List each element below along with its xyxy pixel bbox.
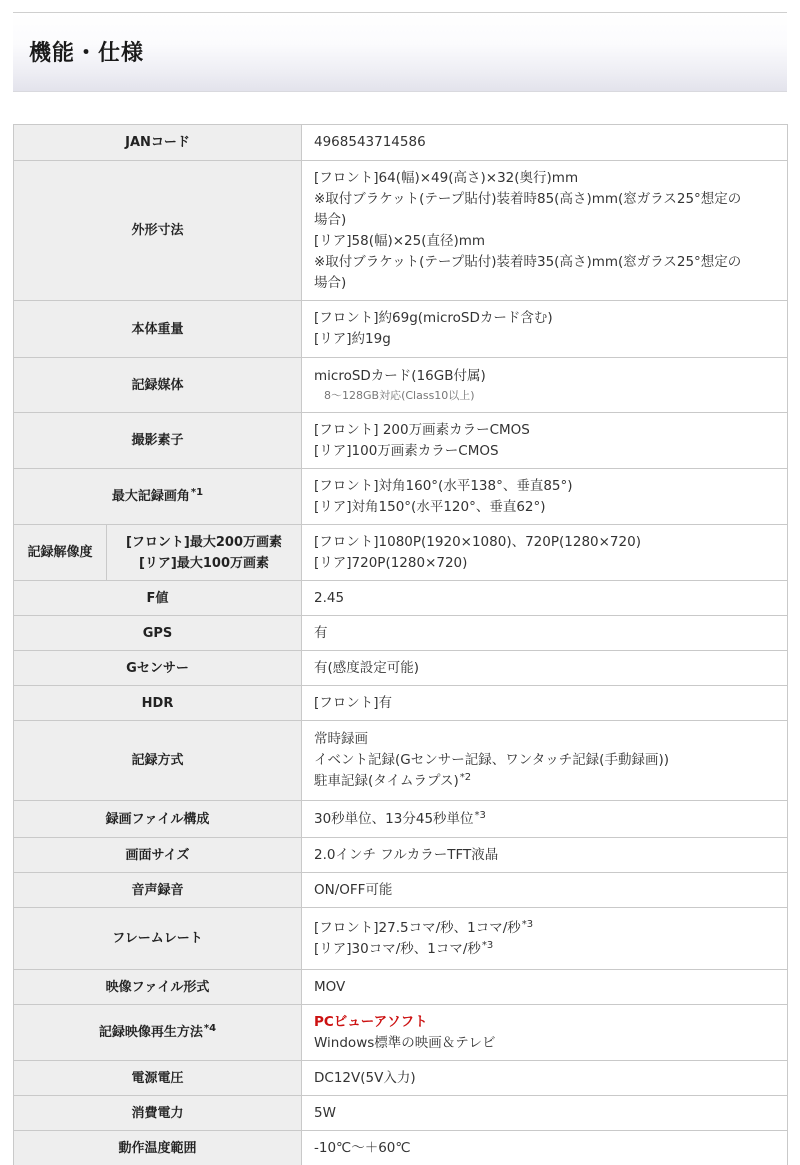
resolution-sub-rear: [リア]最大100万画素: [138, 555, 270, 571]
angle-line-1: [フロント]対角160°(水平138°、垂直85°): [314, 477, 573, 494]
label-temp: 動作温度範囲: [14, 1131, 302, 1165]
framerate-line-1-text: [フロント]27.5コマ/秒、1コマ/秒: [314, 919, 521, 936]
value-angle: [302, 469, 788, 525]
label-screen: 画面サイズ: [14, 838, 302, 873]
value-screen: 2.0インチ フルカラーTFT液晶: [302, 838, 788, 873]
label-playback: [14, 1005, 302, 1061]
value-recmode: [302, 721, 788, 801]
label-gsensor: Gセンサー: [14, 651, 302, 686]
label-filestruct: 録画ファイル構成: [14, 801, 302, 838]
value-media: [302, 358, 788, 413]
label-gps: GPS: [14, 616, 302, 651]
value-audio: ON/OFF可能: [302, 873, 788, 908]
row-sensor: [14, 413, 788, 469]
size-line-6: 場合): [314, 274, 347, 291]
weight-line-2: [リア]約19g: [314, 331, 391, 347]
angle-line-2: [リア]対角150°(水平120°、垂直62°): [314, 498, 546, 515]
label-fvalue: F値: [14, 581, 302, 616]
label-weight: 本体重量: [14, 301, 302, 358]
row-playback: [14, 1005, 788, 1061]
label-jan: JANコード: [14, 125, 302, 161]
size-line-3: 場合): [314, 211, 347, 228]
section-header: [13, 12, 787, 92]
label-resolution-sub: [107, 525, 302, 581]
value-gps: 有: [302, 616, 788, 651]
row-jan: [14, 125, 788, 161]
recmode-line-3: [314, 771, 777, 792]
playback-footnote-mark: *4: [203, 1023, 217, 1034]
label-resolution: 記録解像度: [14, 525, 107, 581]
framerate-footnote-mark-1: *3: [521, 918, 534, 930]
value-playback: [302, 1005, 788, 1061]
row-resolution: [14, 525, 788, 581]
framerate-line-1: [314, 918, 777, 939]
media-line-1: microSDカード(16GB付属): [314, 367, 486, 384]
row-voltage: [14, 1061, 788, 1096]
playback-label-text: 記録映像再生方法: [98, 1025, 203, 1040]
recmode-footnote-mark: *2: [459, 772, 472, 783]
row-power: [14, 1096, 788, 1131]
value-jan: 4968543714586: [302, 125, 788, 161]
framerate-line-2-text: [リア]30コマ/秒、1コマ/秒: [314, 940, 481, 957]
row-temp: [14, 1131, 788, 1165]
value-fvalue: 2.45: [302, 581, 788, 616]
section-title: 機能・仕様: [29, 41, 145, 66]
resolution-line-1: [フロント]1080P(1920×1080)、720P(1280×720): [314, 533, 641, 550]
recmode-line-2: イベント記録(Gセンサー記録、ワンタッチ記録(手動録画)): [314, 752, 669, 768]
value-resolution: [302, 525, 788, 581]
row-size: [14, 161, 788, 301]
resolution-sub-front: [フロント]最大200万画素: [125, 534, 283, 550]
row-framerate: [14, 908, 788, 970]
value-size: [302, 161, 788, 301]
value-temp: -10℃～＋60℃: [302, 1131, 788, 1165]
angle-label-text: 最大記録画角: [111, 489, 190, 504]
row-weight: [14, 301, 788, 358]
size-line-4: [リア]58(幅)×25(直径)mm: [314, 232, 486, 249]
framerate-line-2: [314, 939, 777, 960]
label-audio: 音声録音: [14, 873, 302, 908]
value-framerate: [302, 908, 788, 970]
recmode-line-3-text: 駐車記録(タイムラプス): [314, 773, 459, 789]
row-format: [14, 970, 788, 1005]
media-note: 8～128GB対応(Class10以上): [324, 388, 475, 402]
row-gsensor: [14, 651, 788, 686]
value-filestruct: [302, 801, 788, 838]
resolution-line-2: [リア]720P(1280×720): [314, 554, 468, 571]
row-angle: [14, 469, 788, 525]
label-media: 記録媒体: [14, 358, 302, 413]
value-sensor: [302, 413, 788, 469]
row-gps: [14, 616, 788, 651]
sensor-line-1: [フロント] 200万画素カラーCMOS: [314, 421, 530, 438]
weight-line-1: [フロント]約69g(microSDカード含む): [314, 310, 553, 326]
label-size: 外形寸法: [14, 161, 302, 301]
label-voltage: 電源電圧: [14, 1061, 302, 1096]
size-line-2: ※取付ブラケット(テープ貼付)装着時85(高さ)mm(窓ガラス25°想定の: [314, 190, 742, 207]
label-angle: [14, 469, 302, 525]
row-recmode: [14, 721, 788, 801]
value-hdr: [フロント]有: [302, 686, 788, 721]
row-audio: [14, 873, 788, 908]
size-line-5: ※取付ブラケット(テープ貼付)装着時35(高さ)mm(窓ガラス25°想定の: [314, 253, 742, 270]
row-filestruct: [14, 801, 788, 838]
label-sensor: 撮影素子: [14, 413, 302, 469]
recmode-line-1: 常時録画: [314, 731, 368, 747]
size-line-1: [フロント]64(幅)×49(高さ)×32(奥行)mm: [314, 169, 579, 186]
row-screen: [14, 838, 788, 873]
label-format: 映像ファイル形式: [14, 970, 302, 1005]
row-fvalue: [14, 581, 788, 616]
sensor-line-2: [リア]100万画素カラーCMOS: [314, 442, 499, 459]
value-format: MOV: [302, 970, 788, 1005]
label-power: 消費電力: [14, 1096, 302, 1131]
row-media: [14, 358, 788, 413]
value-gsensor: 有(感度設定可能): [302, 651, 788, 686]
label-hdr: HDR: [14, 686, 302, 721]
label-recmode: 記録方式: [14, 721, 302, 801]
value-weight: [302, 301, 788, 358]
row-hdr: [14, 686, 788, 721]
pc-viewer-link[interactable]: PCビューアソフト: [314, 1013, 428, 1030]
spec-table: [13, 124, 788, 1165]
label-framerate: フレームレート: [14, 908, 302, 970]
filestruct-text: 30秒単位、13分45秒単位: [314, 810, 474, 827]
angle-footnote-mark: *1: [190, 487, 204, 498]
filestruct-footnote-mark: *3: [474, 809, 486, 821]
value-power: 5W: [302, 1096, 788, 1131]
value-voltage: DC12V(5V入力): [302, 1061, 788, 1096]
playback-line-2: Windows標準の映画＆テレビ: [314, 1034, 496, 1051]
framerate-footnote-mark-2: *3: [481, 939, 494, 951]
